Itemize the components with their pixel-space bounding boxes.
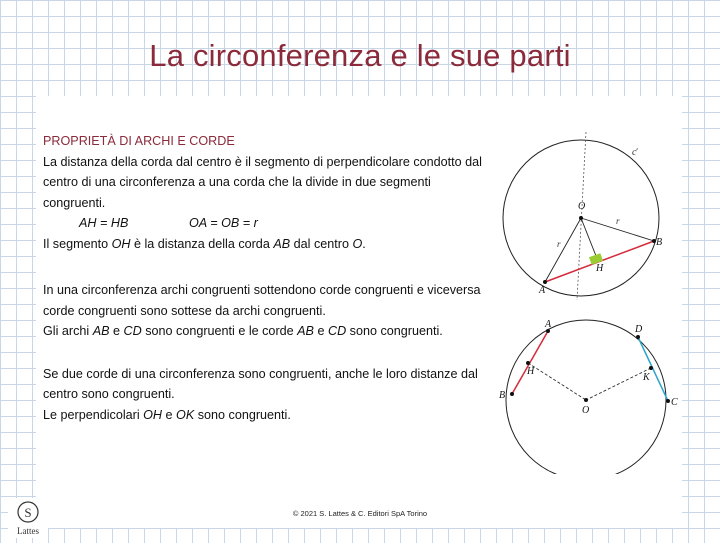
copyright-footer: © 2021 S. Lattes & C. Editori SpA Torino	[292, 509, 428, 518]
label-b: B	[656, 237, 663, 248]
label-c: C	[671, 397, 678, 408]
label-a2: A	[545, 319, 552, 330]
publisher-logo	[8, 498, 48, 538]
label-k: K	[643, 372, 650, 383]
label-o: O	[578, 201, 586, 212]
content-panel	[36, 96, 682, 528]
chords-paragraph: Se due corde di una circonferenza sono congruenti, anche le loro distanze dal centro sono congruenti.	[43, 366, 478, 401]
equation-line	[43, 213, 493, 234]
svg-text:S: S	[24, 505, 32, 520]
label-b2: B	[499, 390, 506, 401]
svg-text:Lattes: Lattes	[17, 526, 39, 536]
label-a: A	[539, 285, 546, 296]
label-h: H	[596, 263, 604, 274]
section-heading: PROPRIETÀ DI ARCHI E CORDE	[43, 134, 235, 148]
label-r-left: r	[557, 239, 561, 249]
circle-label: ƈ	[632, 147, 637, 158]
label-d: D	[635, 324, 643, 335]
label-h2: H	[527, 366, 535, 377]
label-o2: O	[582, 405, 590, 416]
label-r-right: r	[616, 216, 620, 226]
perpendiculars-paragraph: Le perpendicolari OH e OK sono congruenti.	[43, 407, 291, 422]
congruent-chords-figure	[491, 316, 681, 474]
distance-paragraph: Il segmento OH è la distanza della corda AB dal centro O.	[43, 236, 366, 251]
page-title: La circonferenza e le sue parti	[149, 38, 571, 73]
arcs-example-paragraph: Gli archi AB e CD sono congruenti e le corde AB e CD sono congruenti.	[43, 324, 443, 338]
chord-distance-figure	[491, 131, 676, 301]
equation-radius: OA = OB = r	[189, 216, 258, 230]
equation-ah-hb: AH = HB	[79, 216, 129, 230]
definition-paragraph: La distanza della corda dal centro è il segmento di perpendicolare condotto dal centro di una circonferenza a una corda che la divide in due segmenti congruenti.	[43, 154, 482, 210]
arcs-paragraph: In una circonferenza archi congruenti sottendono corde congruenti e viceversa corde congruenti sono sottese da archi congruenti.	[43, 283, 481, 318]
text-column	[43, 131, 493, 425]
